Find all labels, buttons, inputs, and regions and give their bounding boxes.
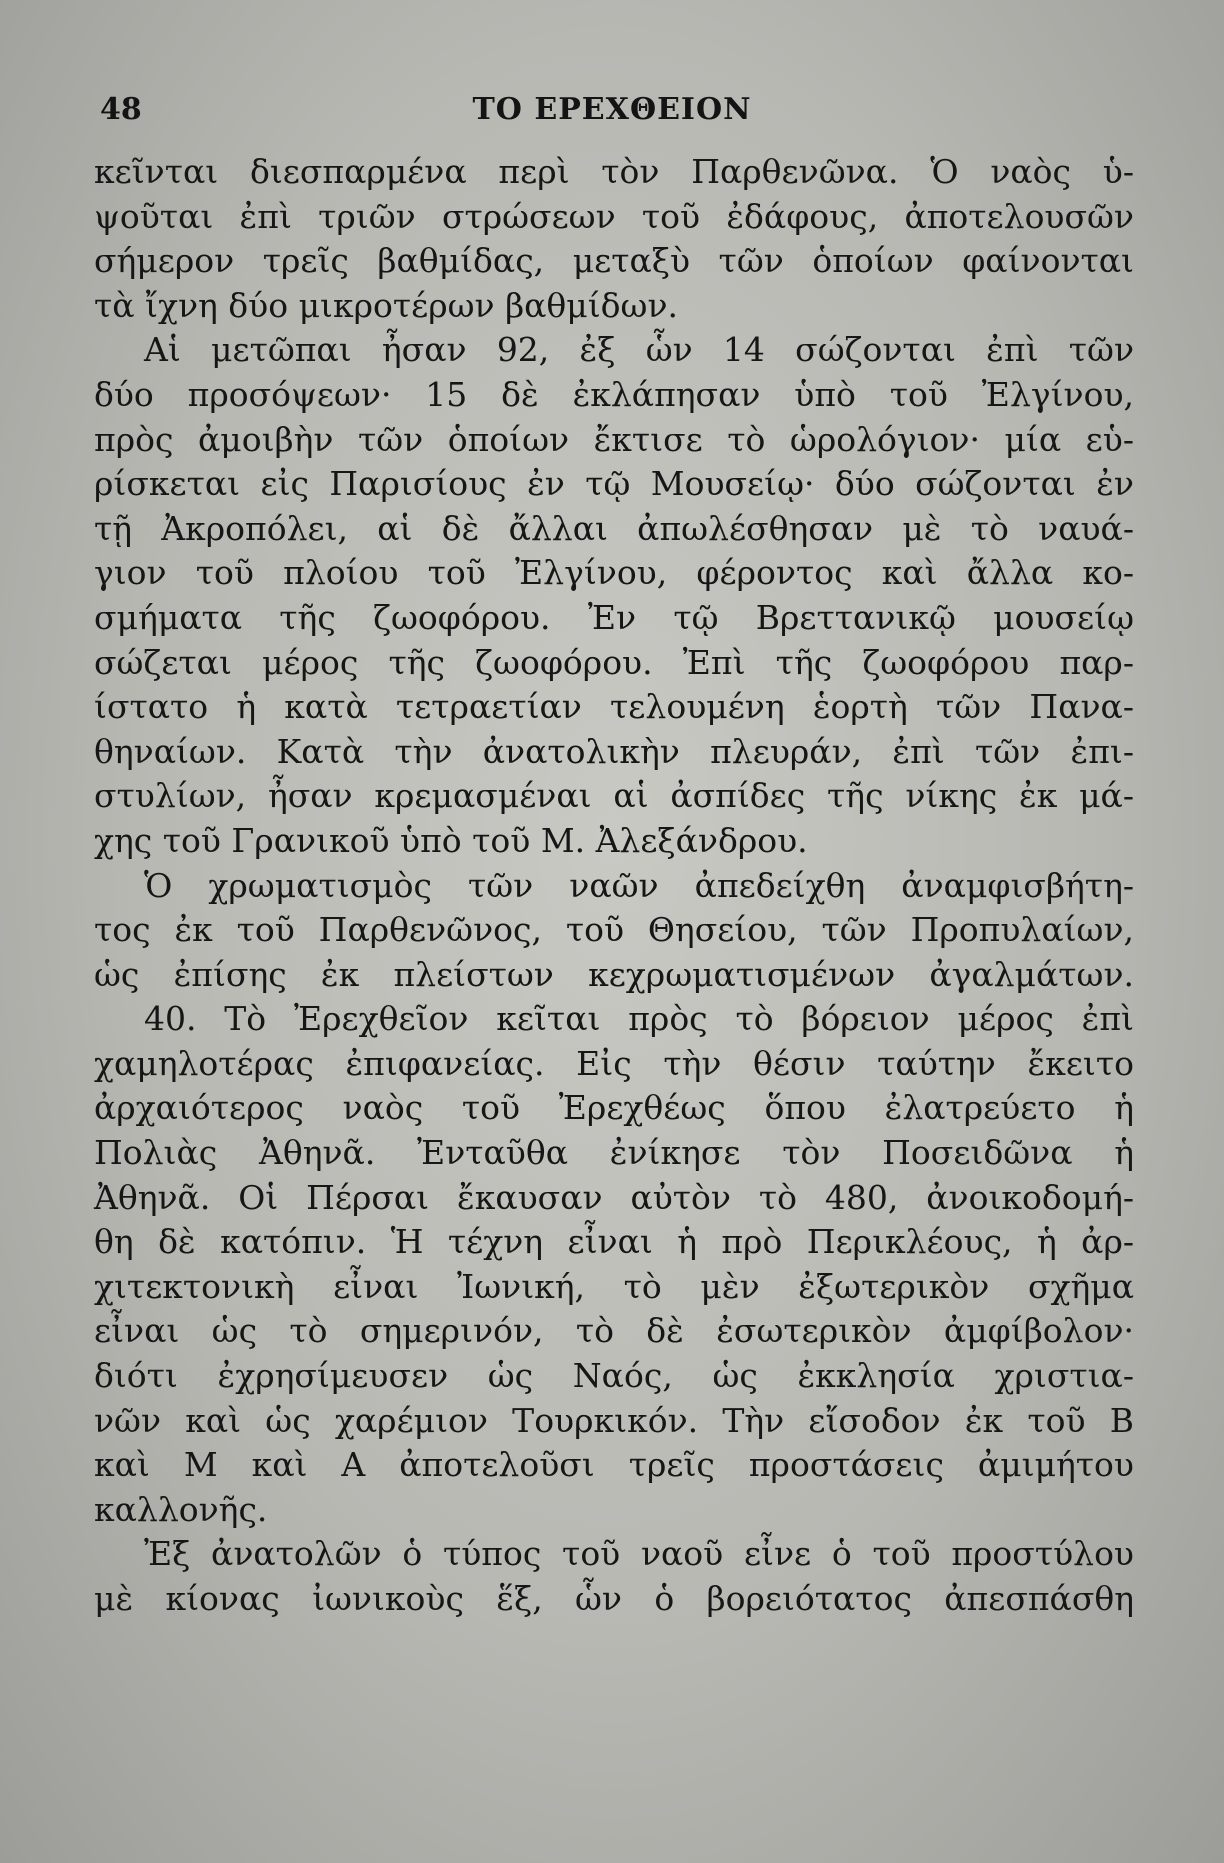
text-line: χης τοῦ Γρανικοῦ ὑπὸ τοῦ Μ. Ἀλεξάνδρου. [94,820,808,860]
text-line: ρίσκεται εἰς Παρισίους ἐν τῷ Μουσείῳ· δύο σώζονται ἐν [94,464,1134,504]
body-text [94,150,1134,1622]
text-line: ὡς ἐπίσης ἐκ πλείστων κεχρωματισμένων ἀγαλμάτων. [94,954,1134,994]
text-line: μὲ κίονας ἰωνικοὺς ἕξ, ὧν ὁ βορειότατος ἀπεσπάσθη [94,1579,1134,1618]
text-line: πρὸς ἀμοιβὴν τῶν ὁποίων ἔκτισε τὸ ὡρολόγιον· μία εὑ- [94,419,1134,459]
text-line: εἶναι ὡς τὸ σημερινόν, τὸ δὲ ἐσωτερικὸν ἀμφίβολον· [94,1311,1134,1351]
text-line: Αἱ μετῶπαι ἦσαν 92, ἐξ ὧν 14 σώζονται ἐπὶ τῶν [144,330,1134,370]
text-line: τὰ ἴχνη δύο μικροτέρων βαθμίδων. [94,285,679,325]
running-title: ΤΟ ΕΡΕΧΘΕΙΟΝ [472,92,752,127]
text-line: δύο προσόψεων· 15 δὲ ἐκλάπησαν ὑπὸ τοῦ Ἐλγίνου, [94,374,1134,414]
text-line: γιον τοῦ πλοίου τοῦ Ἐλγίνου, φέροντος καὶ ἄλλα κο- [94,553,1134,593]
text-line: Ἀθηνᾶ. Οἱ Πέρσαι ἔκαυσαν αὐτὸν τὸ 480, ἀνοικοδομή- [94,1177,1134,1217]
text-line: σμήματα τῆς ζωοφόρου. Ἐν τῷ Βρεττανικῷ μουσείῳ [94,597,1134,637]
text-line: σήμερον τρεῖς βαθμίδας, μεταξὺ τῶν ὁποίων φαίνονται [94,241,1134,281]
text-line: ἀρχαιότερος ναὸς τοῦ Ἐρεχθέως ὅπου ἐλατρεύετο ἡ [94,1088,1134,1128]
text-line: διότι ἐχρησίμευσεν ὡς Ναός, ὡς ἐκκλησία χριστια- [94,1356,1134,1396]
text-line: σώζεται μέρος τῆς ζωοφόρου. Ἐπὶ τῆς ζωοφόρου παρ- [94,642,1134,682]
text-line: ψοῦται ἐπὶ τριῶν στρώσεων τοῦ ἐδάφους, ἀποτελουσῶν [94,196,1134,236]
text-line: τῇ Ἀκροπόλει, αἱ δὲ ἄλλαι ἀπωλέσθησαν μὲ τὸ ναυά- [94,508,1134,548]
text-line: Πολιὰς Ἀθηνᾶ. Ἐνταῦθα ἐνίκησε τὸν Ποσειδῶνα ἡ [94,1133,1134,1173]
text-line: Ὁ χρωματισμὸς τῶν ναῶν ἀπεδείχθη ἀναμφισβήτη- [144,865,1134,905]
page-number: 48 [100,92,142,127]
text-line: ίστατο ἡ κατὰ τετραετίαν τελουμένη ἑορτὴ τῶν Πανα- [94,687,1134,727]
text-line: Ἐξ ἀνατολῶν ὁ τύπος τοῦ ναοῦ εἶνε ὁ τοῦ προστύλου [144,1534,1134,1574]
text-line: στυλίων, ἦσαν κρεμασμέναι αἱ ἀσπίδες τῆς νίκης ἐκ μά- [94,776,1134,816]
text-line: τος ἐκ τοῦ Παρθενῶνος, τοῦ Θησείου, τῶν Προπυλαίων, [94,910,1134,950]
text-line: χαμηλοτέρας ἐπιφανείας. Εἰς τὴν θέσιν ταύτην ἔκειτο [94,1043,1134,1083]
text-line: κεῖνται διεσπαρμένα περὶ τὸν Παρθενῶνα. Ὁ ναὸς ὑ- [94,152,1134,191]
page-header [90,92,1134,142]
text-line: καλλονῆς. [94,1489,268,1529]
text-line: 40. Τὸ Ἐρεχθεῖον κεῖται πρὸς τὸ βόρειον μέρος ἐπὶ [144,999,1134,1039]
text-line: θηναίων. Κατὰ τὴν ἀνατολικὴν πλευράν, ἐπὶ τῶν ἐπι- [94,731,1134,771]
text-line: νῶν καὶ ὡς χαρέμιον Τουρκικόν. Τὴν εἴσοδον ἐκ τοῦ Β [94,1400,1134,1440]
text-line: καὶ Μ καὶ Α ἀποτελοῦσι τρεῖς προστάσεις ἀμιμήτου [94,1445,1134,1485]
text-line: χιτεκτονικὴ εἶναι Ἰωνική, τὸ μὲν ἐξωτερικὸν σχῆμα [94,1266,1134,1306]
text-line: θη δὲ κατόπιν. Ἡ τέχνη εἶναι ἡ πρὸ Περικλέους, ἡ ἀρ- [94,1222,1134,1262]
